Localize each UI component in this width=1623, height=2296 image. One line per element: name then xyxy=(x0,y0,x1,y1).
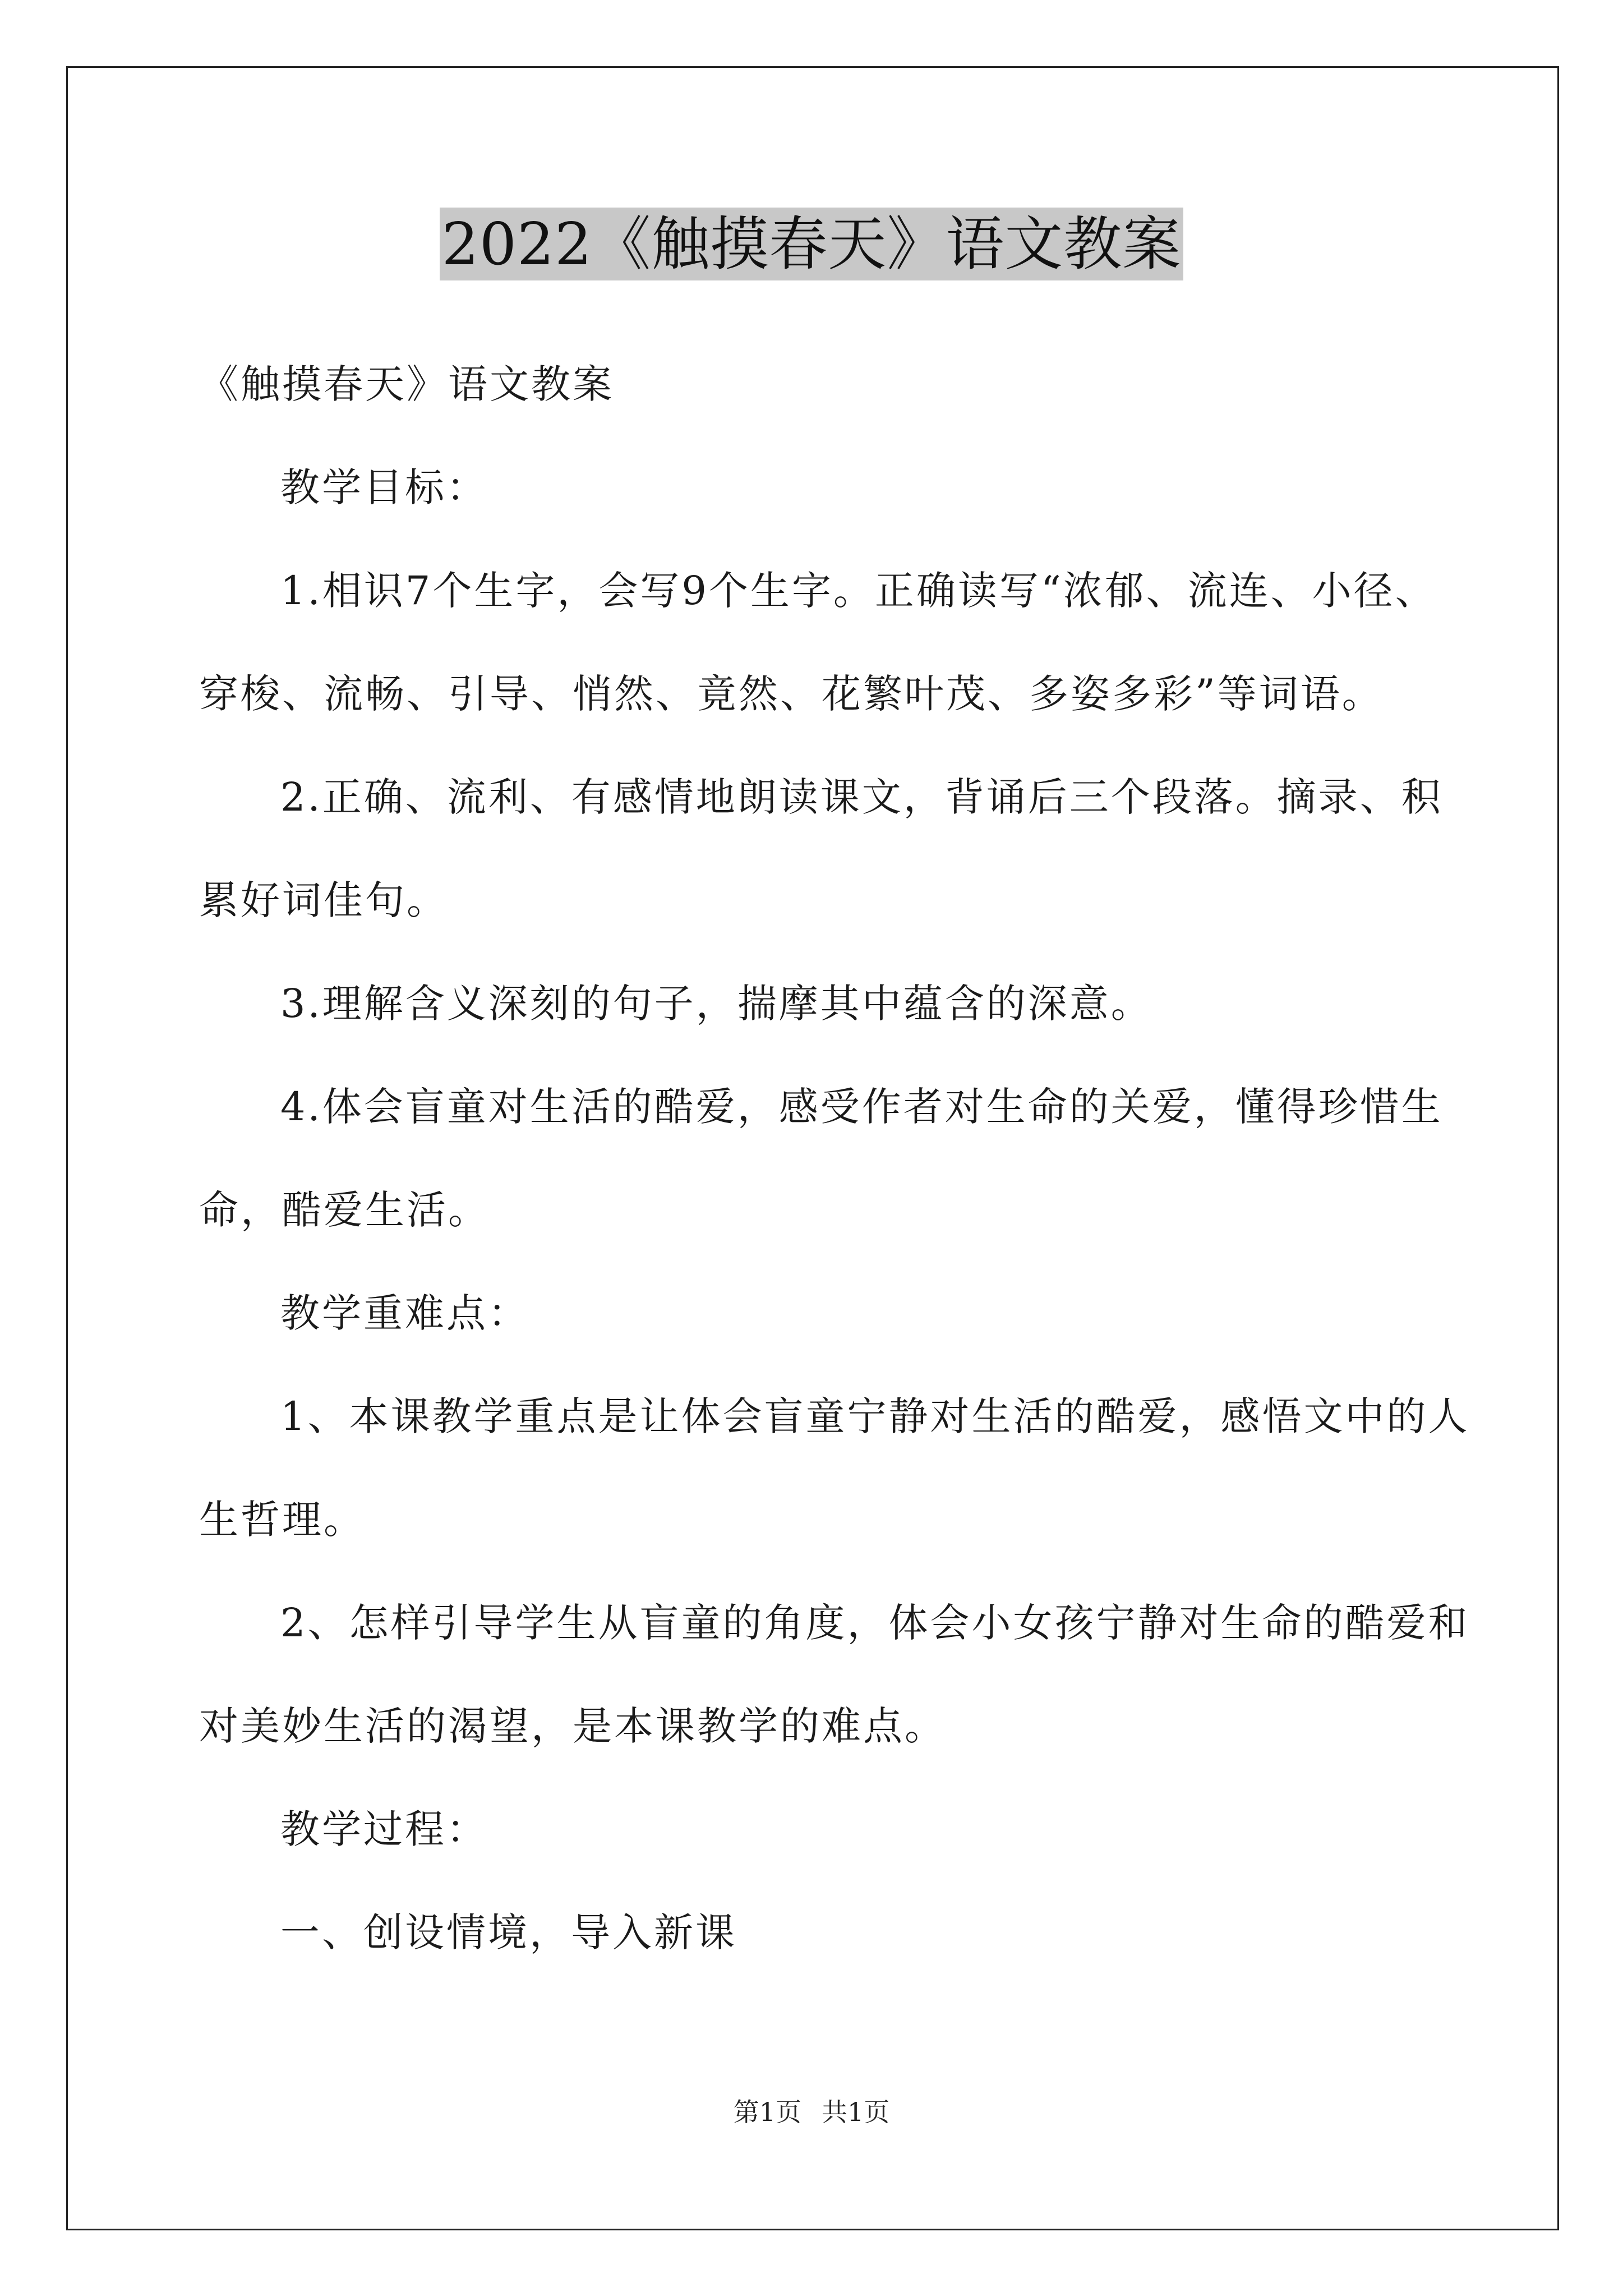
section-heading-objectives: 教学目标： xyxy=(280,464,488,510)
subtitle-line: 《触摸春天》语文教案 xyxy=(199,361,614,407)
page-footer xyxy=(0,2095,1623,2129)
document-title: 2022《触摸春天》语文教案 xyxy=(440,208,1184,280)
paragraph-line: 累好词佳句。 xyxy=(199,877,448,923)
paragraph-line: 对美妙生活的渴望，是本课教学的难点。 xyxy=(199,1703,946,1749)
total-pages-label: 共1页 xyxy=(822,2097,890,2127)
paragraph-line: 命，酷爱生活。 xyxy=(199,1187,490,1233)
paragraph-line: 生哲理。 xyxy=(199,1497,365,1543)
paragraph-line: 1、本课教学重点是让体会盲童宁静对生活的酷爱，感悟文中的人 xyxy=(280,1393,1470,1439)
paragraph-line: 2.正确、流利、有感情地朗读课文，背诵后三个段落。摘录、积 xyxy=(280,774,1443,820)
section-heading-process: 教学过程： xyxy=(280,1806,488,1852)
title-container xyxy=(0,208,1623,280)
paragraph-line: 穿梭、流畅、引导、悄然、竟然、花繁叶茂、多姿多彩”等词语。 xyxy=(199,671,1384,717)
current-page-label: 第1页 xyxy=(733,2097,801,2127)
section-heading-key-points: 教学重难点： xyxy=(280,1290,529,1336)
paragraph-line: 2、怎样引导学生从盲童的角度，体会小女孩宁静对生命的酷爱和 xyxy=(280,1600,1470,1646)
paragraph-line: 4.体会盲童对生活的酷爱，感受作者对生命的关爱，懂得珍惜生 xyxy=(280,1084,1443,1130)
paragraph-line: 3.理解含义深刻的句子，揣摩其中蕴含的深意。 xyxy=(280,981,1152,1027)
paragraph-line: 一、创设情境，导入新课 xyxy=(280,1910,737,1955)
paragraph-line: 1.相识7个生字，会写9个生字。正确读写“浓郁、流连、小径、 xyxy=(280,568,1437,614)
